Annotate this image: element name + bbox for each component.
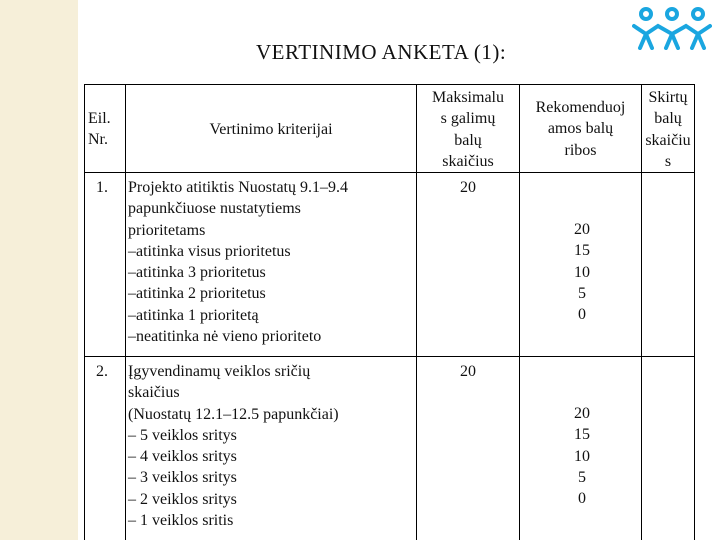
- row-2-nr: 2.: [96, 363, 108, 380]
- row-2-line: – 4 veiklos sritys: [128, 448, 237, 466]
- header-given-line2: balų: [654, 110, 682, 128]
- header-max-line2: s galimų: [440, 110, 496, 128]
- row-1-rec-value: 0: [578, 306, 586, 324]
- header-max-line3: balų: [454, 131, 482, 149]
- header-criteria: Vertinimo kriterijai: [209, 121, 333, 138]
- row-1-rec-value: 5: [578, 284, 586, 302]
- row-2-line: – 3 veiklos sritys: [128, 469, 237, 487]
- header-given-line3: skaičiu: [645, 131, 691, 149]
- header-nr-line2: Nr.: [88, 131, 108, 149]
- row-2-max: 20: [460, 363, 476, 380]
- row-2-rec-value: 15: [574, 426, 590, 444]
- row-1-criteria: [128, 177, 416, 347]
- header-nr: [88, 108, 124, 151]
- row-1-line: papunkčiuose nustatytiems: [128, 200, 301, 218]
- row-1-line: –atitinka visus prioritetus: [128, 242, 291, 260]
- header-rec-line1: Rekomenduoj: [535, 99, 626, 116]
- header-recommended-range: [520, 97, 641, 161]
- row-1-rec-value: 15: [574, 242, 590, 260]
- row-2-criteria: [128, 361, 416, 531]
- row-1-max: 20: [460, 179, 476, 196]
- header-rec-line3: ribos: [564, 141, 597, 159]
- header-max-line1: Maksimalu: [432, 89, 504, 106]
- people-group-logo-icon: [632, 6, 712, 50]
- header-given-line4: s: [664, 152, 672, 170]
- row-2-rec-value: 20: [574, 405, 590, 422]
- header-given-line1: Skirtų: [648, 89, 688, 106]
- header-nr-line1: Eil.: [88, 110, 111, 127]
- row-1-line: prioritetams: [128, 221, 206, 239]
- row-1-line: –atitinka 1 prioritetą: [128, 306, 259, 324]
- header-rec-line2: amos balų: [547, 120, 614, 138]
- row-2-rec-value: 0: [578, 490, 586, 508]
- page-title: VERTINIMO ANKETA (1):: [256, 40, 507, 64]
- row-1-rec-value: 10: [574, 263, 590, 281]
- row-2-line: skaičius: [128, 384, 180, 402]
- row-2-line: – 2 veiklos sritys: [128, 490, 237, 508]
- row-1-nr: 1.: [96, 179, 108, 196]
- row-1-line: –neatitinka nė vieno prioriteto: [128, 328, 322, 346]
- row-1-line: –atitinka 3 prioritetus: [128, 264, 266, 282]
- row-2-line: – 1 veiklos sritis: [128, 512, 234, 530]
- row-1-line: Projekto atitiktis Nuostatų 9.1–9.4: [128, 179, 348, 196]
- row-1-rec-value: 20: [574, 221, 590, 238]
- decorative-sidebar-strip: [0, 0, 78, 540]
- row-2-line: (Nuostatų 12.1–12.5 papunkčiai): [128, 405, 339, 423]
- row-2-recommended: [567, 403, 597, 509]
- header-given-points: [642, 87, 694, 172]
- row-1-recommended: [567, 219, 597, 325]
- evaluation-table: [84, 84, 695, 540]
- row-2-rec-value: 5: [578, 468, 586, 486]
- row-2-line: Įgyvendinamų veiklos sričių: [128, 363, 311, 380]
- row-1-line: –atitinka 2 prioritetus: [128, 285, 266, 303]
- row-2-line: – 5 veiklos sritys: [128, 426, 237, 444]
- header-max-line4: skaičius: [442, 152, 494, 170]
- header-max-points: [417, 87, 519, 172]
- row-2-rec-value: 10: [574, 447, 590, 465]
